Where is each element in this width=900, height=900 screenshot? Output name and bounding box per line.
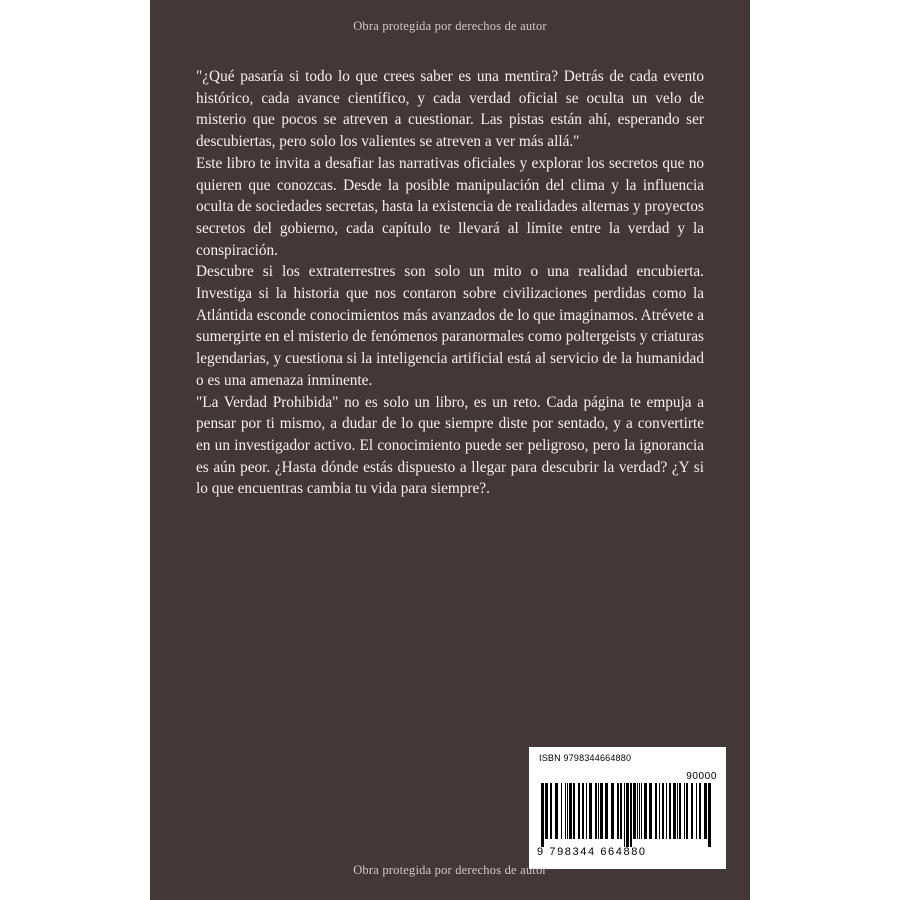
ean-digits-label: 9 798344 664880: [537, 846, 647, 858]
barcode-bars-icon: [541, 783, 713, 847]
back-cover-blurb: [196, 66, 704, 500]
blurb-paragraph-4: "La Verdad Prohibida" no es solo un libro, es un reto. Cada página te empuja a pensar por ti mismo, a dudar de lo que siempre diste por sentado, y a convertirte en un investigador activo. El conocimiento puede ser peligroso, pero la ignorancia es aún peor. ¿Hasta dónde estás dispuesto a llegar para descubrir la verdad? ¿Y si lo que encuentras cambia tu vida para siempre?.: [196, 393, 704, 498]
barcode-block: [529, 747, 726, 869]
blurb-paragraph-1: "¿Qué pasaría si todo lo que crees saber es una mentira? Detrás de cada evento histórico, cada avance científico, y cada verdad oficial se oculta un velo de misterio que pocos se atreven a cuestionar. Las pistas están ahí, esperando ser descubiertas, pero solo los valientes se atreven a ver más allá.": [196, 68, 704, 151]
price-code-label: 90000: [686, 771, 717, 782]
book-cover: [150, 0, 750, 900]
copyright-notice-top: Obra protegida por derechos de autor: [353, 19, 547, 33]
isbn-label: ISBN 9798344664880: [539, 753, 632, 763]
blurb-paragraph-3: Descubre si los extraterrestres son solo un mito o una realidad encubierta. Investiga si la historia que nos contaron sobre civilizaciones perdidas como la Atlántida esconde conocimientos más avanzados de lo que imaginamos. Atrévete a sumergirte en el misterio de fenómenos paranormales como poltergeists y criaturas legendarias, y cuestiona si la inteligencia artificial está al servicio de la humanidad o es una amenaza inminente.: [196, 263, 704, 389]
copyright-notice-bottom: Obra protegida por derechos de autor: [353, 863, 547, 877]
blurb-paragraph-2: Este libro te invita a desafiar las narrativas oficiales y explorar los secretos que no quieren que conozcas. Desde la posible manipulación del clima y la influencia oculta de sociedades secretas, hasta la existencia de realidades alternas y proyectos secretos del gobierno, cada capítulo te llevará al límite entre la verdad y la conspiración.: [196, 154, 704, 259]
